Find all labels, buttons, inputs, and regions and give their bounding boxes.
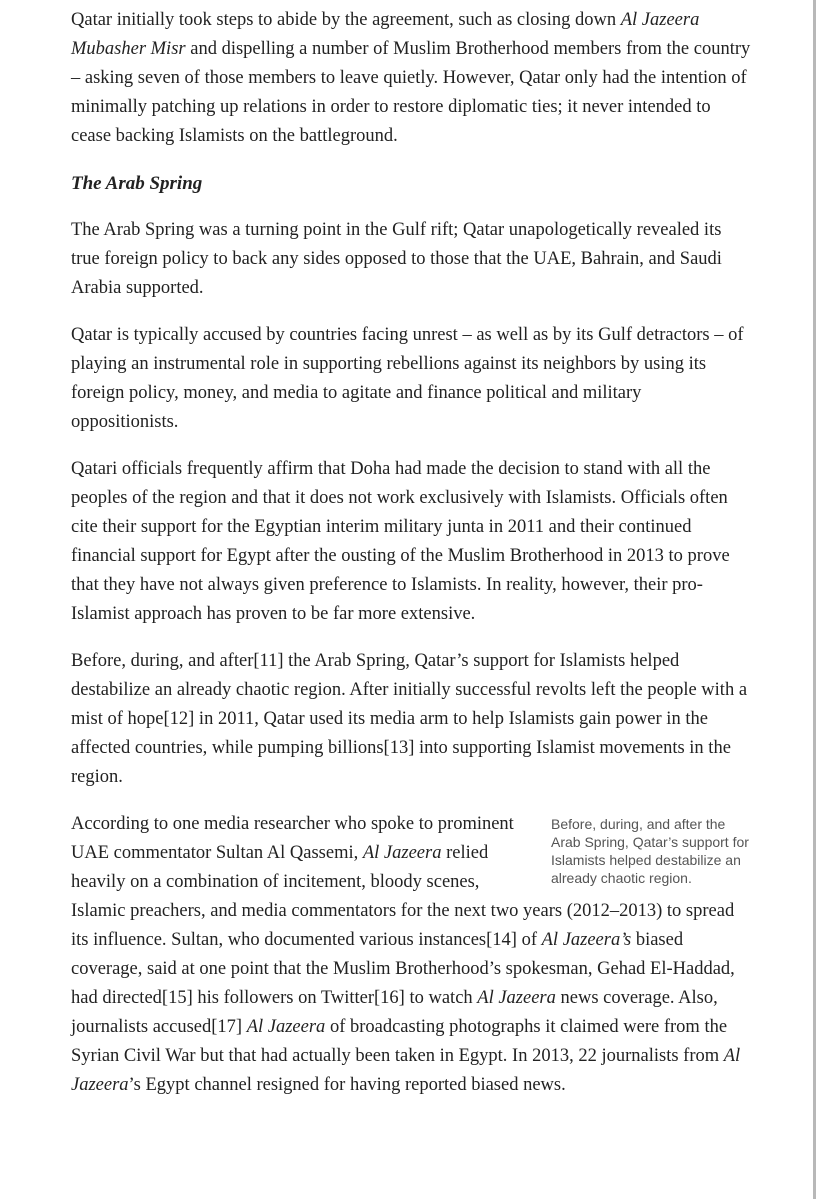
- paragraph-before-during-after: Before, during, and after[11] the Arab Spring, Qatar’s support for Islamists helped destabilize an already chaotic region. After initially successful revolts left the people with a mist of hope[12] in 2011, Qatar used its media arm to help Islamists gain power in the affected countries, while pumping billions[13] into supporting Islamist movements in the region.: [71, 651, 748, 787]
- paragraph-agreement: Qatar initially took steps to abide by the agreement, such as closing down Al Jazeera Mubasher Misr and dispelling a number of Muslim Brotherhood members from the country – asking seven of those members to leave quietly. However, Qatar only had the intention of minimally patching up relations in order to restore diplomatic ties; it never intended to cease backing Islamists on the battleground.: [71, 10, 751, 146]
- article-body: [71, 6, 751, 1118]
- section-heading: The Arab Spring: [71, 173, 203, 194]
- paragraph-accusations: Qatar is typically accused by countries facing unrest – as well as by its Gulf detractors – of playing an instrumental role in supporting rebellions against its neighbors by using its foreign policy, money, and media to agitate and finance political and military oppositionists.: [71, 325, 744, 432]
- publication-name: Al Jazeera’s: [541, 930, 632, 950]
- publication-name: Al Jazeera: [71, 1046, 741, 1095]
- paragraph-officials: Qatari officials frequently affirm that Doha had made the decision to stand with all the peoples of the region and that it does not work exclusively with Islamists. Officials often cite their support for the Egyptian interim military junta in 2011 and their continued financial support for Egypt after the ousting of the Muslim Brotherhood in 2013 to prove that they have not always given preference to Islamists. In reality, however, their pro-Islamist approach has proven to be far more extensive.: [71, 459, 730, 624]
- publication-name: Al Jazeera: [477, 988, 556, 1008]
- publication-name: Al Jazeera Mubasher Misr: [71, 10, 700, 59]
- paragraph-media-researcher: Before, during, and after the Arab Spring, Qatar’s support for Islamists helped destabilize an already chaotic region. According to one media researcher who spoke to prominent UAE commentator Sultan Al Qassemi, Al Jazeera relied heavily on a combination of incitement, bloody scenes, Islamic preachers, and media commentators for the next two years (2012–2013) to spread its influence. Sultan, who documented various instances[14] of Al Jazeera’s biased coverage, said at one point that the Muslim Brotherhood’s spokesman, Gehad El-Haddad, had directed[15] his followers on Twitter[16] to watch Al Jazeera news coverage. Also, journalists accused[17] Al Jazeera of broadcasting photographs it claimed were from the Syrian Civil War but that had actually been taken in Egypt. In 2013, 22 journalists from Al Jazeera’s Egypt channel resigned for having reported biased news.: [71, 810, 751, 1100]
- publication-name: Al Jazeera: [362, 843, 442, 863]
- pull-quote: Before, during, and after the Arab Spring, Qatar’s support for Islamists helped destabilize an already chaotic region.: [551, 816, 749, 886]
- paragraph-turning-point: The Arab Spring was a turning point in the Gulf rift; Qatar unapologetically revealed its true foreign policy to back any sides opposed to those that the UAE, Bahrain, and Saudi Arabia supported.: [71, 220, 722, 298]
- publication-name: Al Jazeera: [246, 1017, 326, 1037]
